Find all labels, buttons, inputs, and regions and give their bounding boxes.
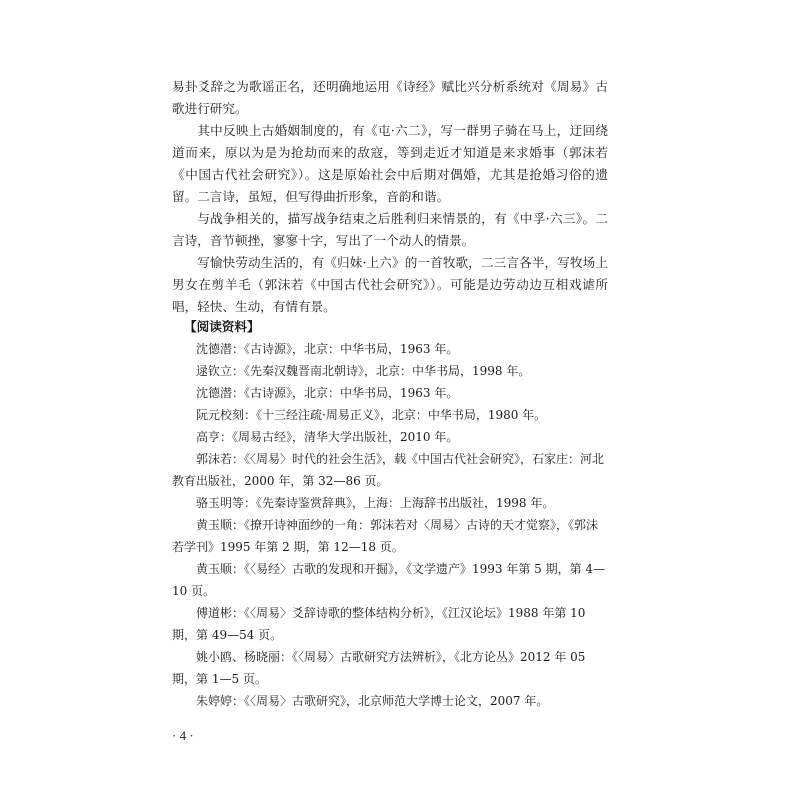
page-number: · 4 · [172,728,194,743]
reference-item: 黄玉顺：《〈易经〉古歌的发现和开掘》，《文学遗产》1993 年第 5 期，第 4—10 页。 [172,562,606,598]
reading-materials-section [172,316,608,712]
paragraph: 与战争相关的，描写战争结束之后胜利归来情景的，有《中孚·六三》。二言诗，音节顿挫，寥寥十字，写出了一个动人的情景。 [172,211,608,248]
reference-item: 沈德潜：《古诗源》，北京：中华书局，1963 年。 [196,386,459,400]
body-text [172,76,608,318]
reference-item: 黄玉顺：《撩开诗神面纱的一角：郭沫若对〈周易〉古诗的天才觉察》，《郭沫若学刊》1995 年第 2 期，第 12—18 页。 [172,518,599,554]
paragraph: 易卦爻辞之为歌谣正名，还明确地运用《诗经》赋比兴分析系统对《周易》古歌进行研究。 [172,79,608,116]
paragraph: 其中反映上古婚姻制度的，有《屯·六二》，写一群男子骑在马上，迂回绕道而来，原以为是为抢劫而来的敌寇，等到走近才知道是来求婚事（郭沫若《中国古代社会研究》）。这是原始社会中后期对偶婚，尤其是抢婚习俗的遗留。二言诗，虽短，但写得曲折形象，音韵和谐。 [172,123,608,204]
reference-item: 逯钦立：《先秦汉魏晋南北朝诗》，北京：中华书局，1998 年。 [196,364,531,378]
reference-item: 沈德潜：《古诗源》，北京：中华书局，1963 年。 [196,342,459,356]
reference-item: 朱婷婷：《〈周易〉古歌研究》，北京师范大学博士论文，2007 年。 [196,694,549,708]
reference-item: 骆玉明等：《先秦诗鉴赏辞典》，上海：上海辞书出版社，1998 年。 [196,496,555,510]
reference-item: 郭沫若：《〈周易〉时代的社会生活》，载《中国古代社会研究》，石家庄：河北教育出版社，2000 年，第 32—86 页。 [172,452,605,488]
section-heading: 【阅读资料】 [184,319,260,334]
reference-item: 高亨：《周易古经》，清华大学出版社，2010 年。 [196,430,459,444]
reference-item: 阮元校刻：《十三经注疏·周易正义》，北京：中华书局，1980 年。 [196,408,547,422]
paragraph: 写愉快劳动生活的，有《归妹·上六》的一首牧歌，二三言各半，写牧场上男女在剪羊毛（郭沫若《中国古代社会研究》）。可能是边劳动边互相戏谑所唱，轻快、生动，有情有景。 [172,255,608,314]
reference-item: 姚小鸥、杨晓丽：《〈周易〉古歌研究方法辨析》，《北方论丛》2012 年 05 期，第 1—5 页。 [172,650,586,686]
reference-item: 傅道彬：《〈周易〉爻辞诗歌的整体结构分析》，《江汉论坛》1988 年第 10 期，第 49—54 页。 [172,606,586,642]
